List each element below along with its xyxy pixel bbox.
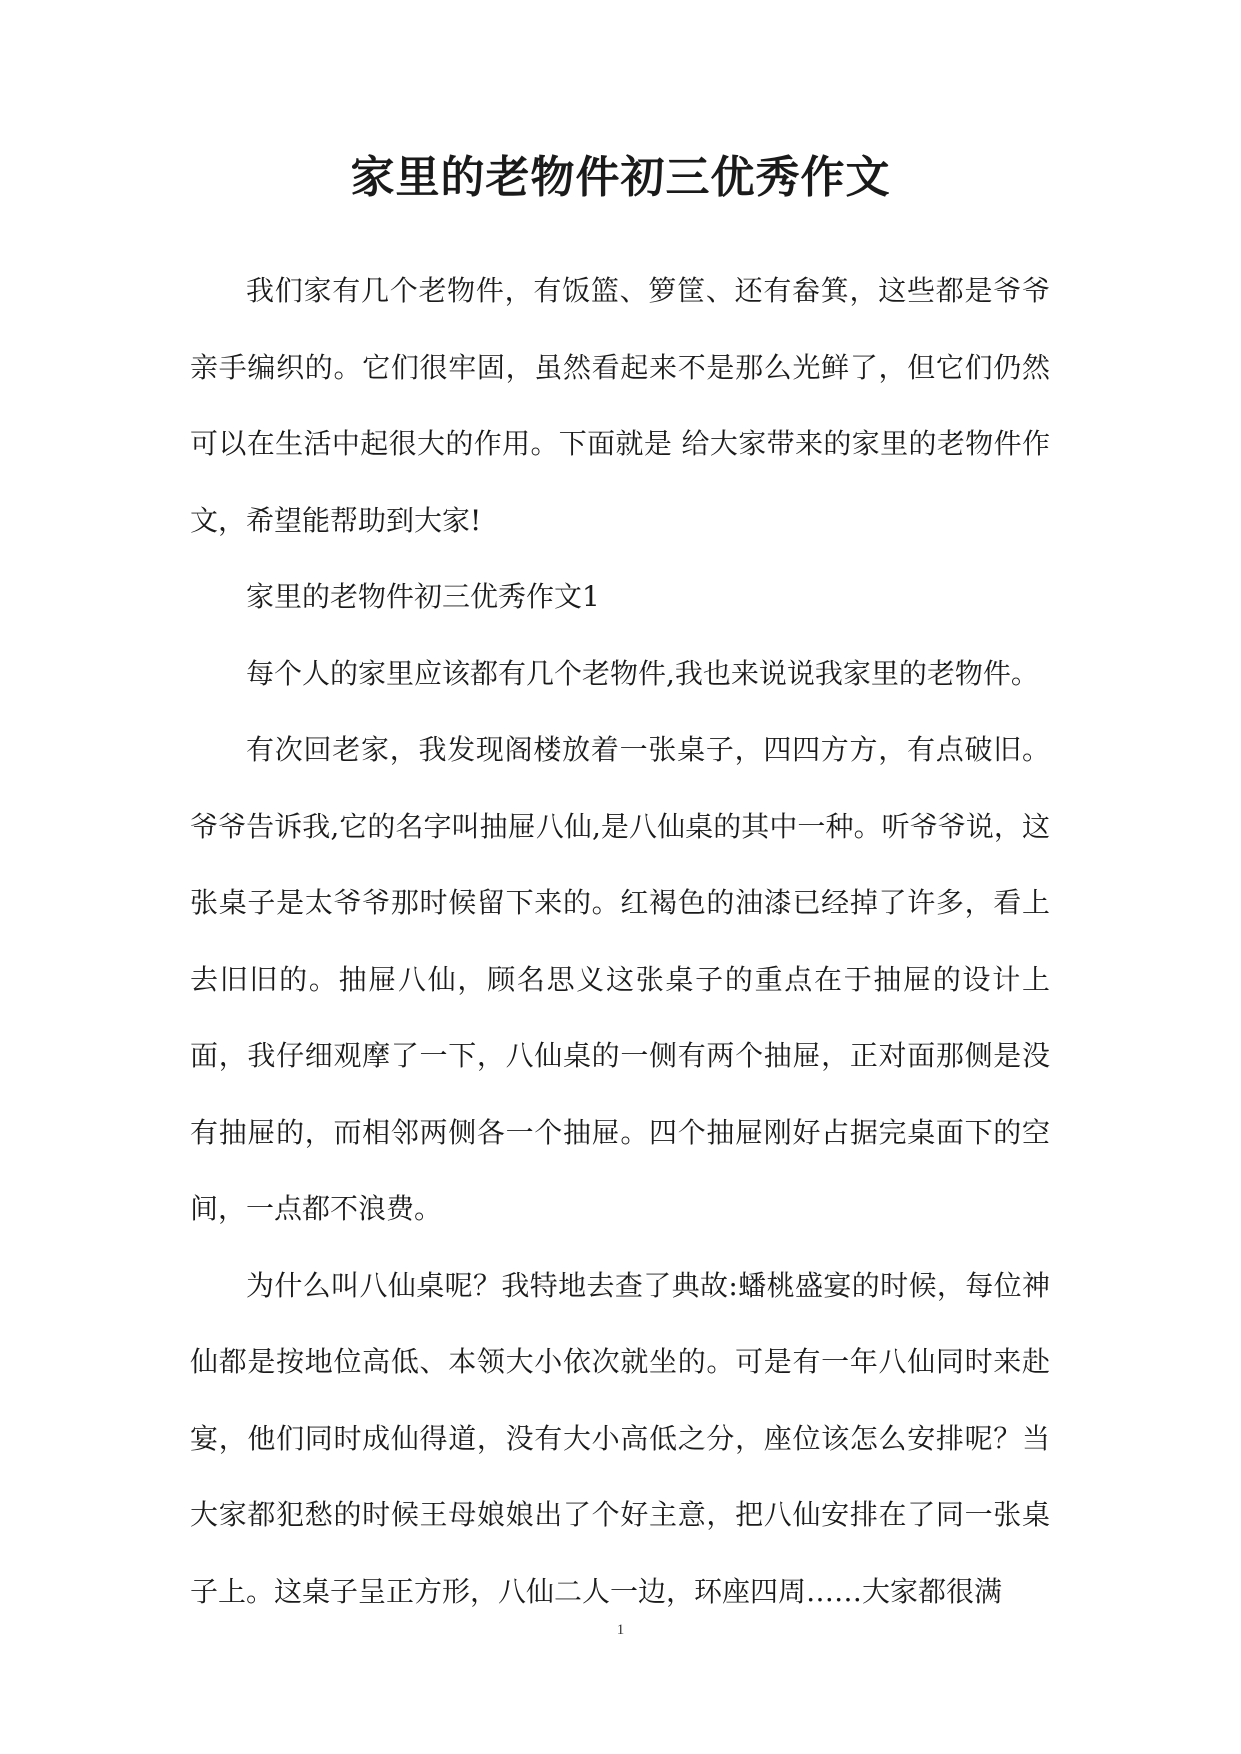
document-title: 家里的老物件初三优秀作文 — [350, 152, 891, 203]
body-paragraph: 有次回老家，我发现阁楼放着一张桌子，四四方方，有点破旧。爷爷告诉我,它的名字叫抽屉八仙,是八仙桌的其中一种。听爷爷说，这张桌子是太爷爷那时候留下来的。红褐色的油漆已经掉了许多，看上去旧旧的。抽屉八仙，顾名思义这张桌子的重点在于抽屉的设计上面，我仔细观摩了一下，八仙桌的一侧有两个抽屉，正对面那侧是没有抽屉的，而相邻两侧各一个抽屉。四个抽屉刚好占据完桌面下的空间，一点都不浪费。 — [190, 733, 1050, 1225]
intro-paragraph: 我们家有几个老物件，有饭篮、箩筐、还有畚箕，这些都是爷爷亲手编织的。它们很牢固，虽然看起来不是那么光鲜了，但它们仍然可以在生活中起很大的作用。下面就是 给大家带来的家里的老物件作文，希望能帮助到大家! — [190, 274, 1050, 537]
body-paragraph: 每个人的家里应该都有几个老物件,我也来说说我家里的老物件。 — [246, 656, 1039, 690]
page-number: 1 — [616, 1622, 625, 1638]
section-heading: 家里的老物件初三优秀作文1 — [246, 580, 600, 613]
body-paragraph: 为什么叫八仙桌呢？我特地去查了典故:蟠桃盛宴的时候，每位神仙都是按地位高低、本领大小依次就坐的。可是有一年八仙同时来赴宴，他们同时成仙得道，没有大小高低之分，座位该怎么安排呢？当大家都犯愁的时候王母娘娘出了个好主意，把八仙安排在了同一张桌子上。这桌子呈正方形，八仙二人一边，环座四周……大家都很满 — [190, 1268, 1050, 1608]
document-body — [190, 253, 1050, 1630]
